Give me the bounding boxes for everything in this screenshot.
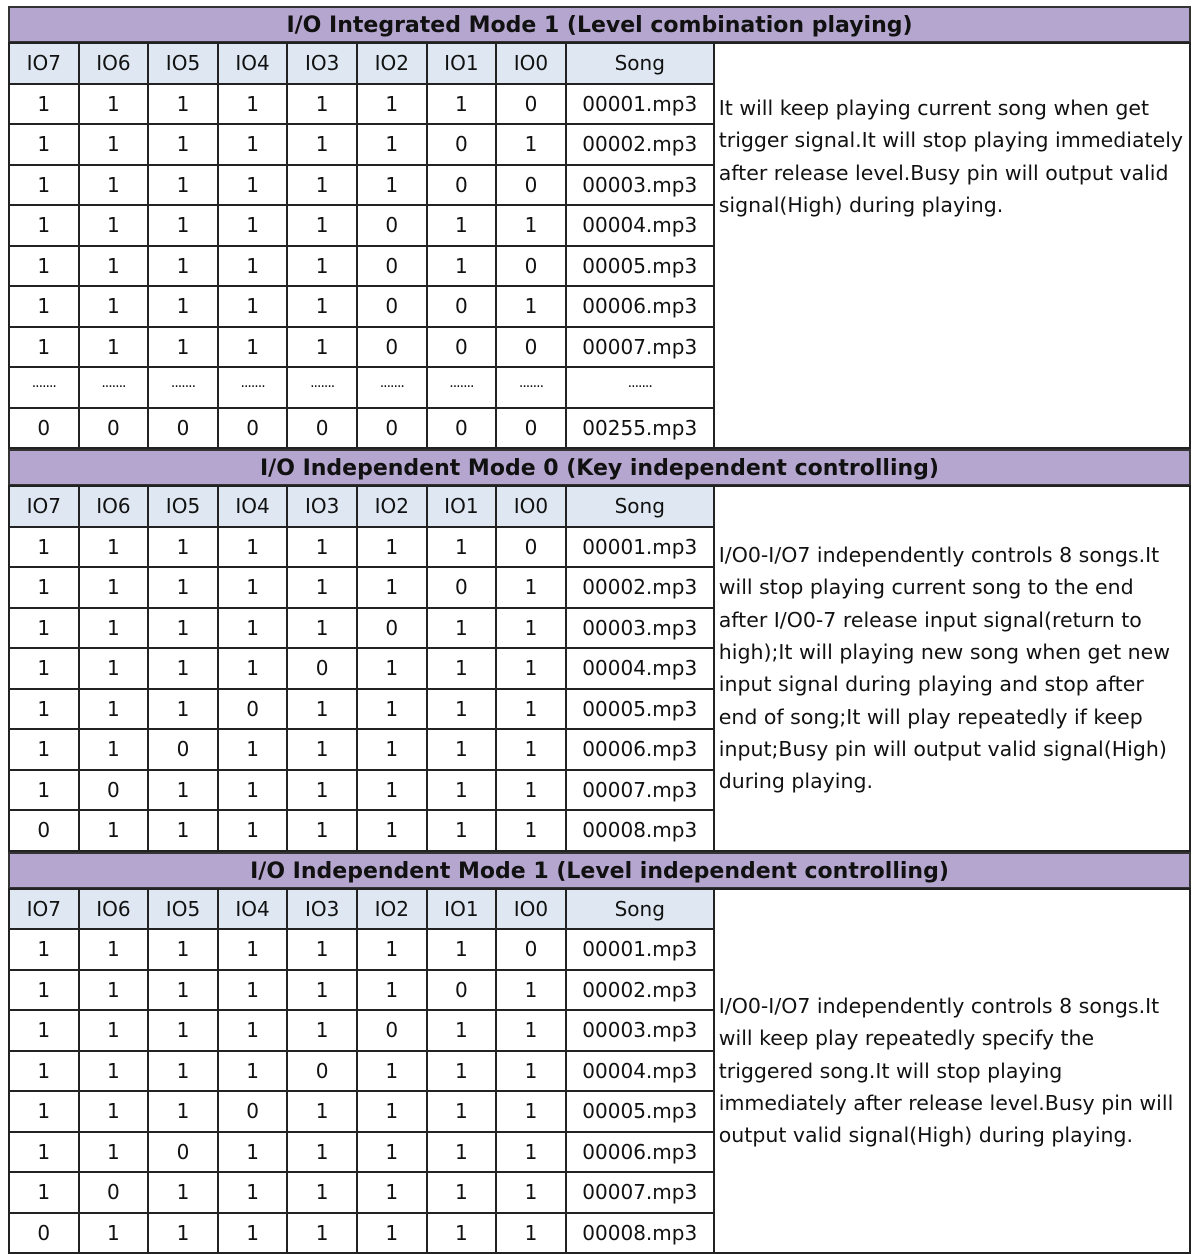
io-level-cell: 1 xyxy=(148,810,218,851)
column-header: IO4 xyxy=(218,43,288,84)
io-level-cell: 1 xyxy=(218,124,288,165)
io-level-cell: 1 xyxy=(427,1172,497,1213)
io-level-cell: 1 xyxy=(79,205,149,246)
io-level-cell: 1 xyxy=(148,1213,218,1254)
io-level-cell: 1 xyxy=(218,810,288,851)
io-table xyxy=(8,888,715,1254)
io-level-cell: 1 xyxy=(148,286,218,327)
io-level-cell: 1 xyxy=(79,246,149,287)
mode-section xyxy=(8,6,1191,449)
table-row xyxy=(9,286,714,327)
song-cell: 00007.mp3 xyxy=(566,327,714,368)
song-cell: 00001.mp3 xyxy=(566,929,714,970)
table-row xyxy=(9,1010,714,1051)
io-level-cell: 1 xyxy=(427,1213,497,1254)
io-level-cell: 0 xyxy=(427,327,497,368)
io-level-cell: 1 xyxy=(287,689,357,730)
io-level-cell: 1 xyxy=(218,1010,288,1051)
header-row xyxy=(9,889,714,930)
io-level-cell: 1 xyxy=(218,205,288,246)
io-level-cell: 0 xyxy=(496,84,566,125)
table-row xyxy=(9,84,714,125)
io-level-cell: 1 xyxy=(496,1172,566,1213)
io-level-cell: 0 xyxy=(148,729,218,770)
io-level-cell: 1 xyxy=(148,567,218,608)
io-level-cell: 1 xyxy=(79,1091,149,1132)
io-level-cell: 1 xyxy=(287,84,357,125)
column-header: IO4 xyxy=(218,889,288,930)
io-level-cell: 1 xyxy=(79,124,149,165)
io-level-cell: 1 xyxy=(287,929,357,970)
song-cell: 00008.mp3 xyxy=(566,810,714,851)
table-row xyxy=(9,205,714,246)
column-header: IO7 xyxy=(9,486,79,527)
io-mode-document xyxy=(8,6,1191,1254)
io-level-cell: 1 xyxy=(287,1172,357,1213)
table-row xyxy=(9,770,714,811)
column-header: IO3 xyxy=(287,486,357,527)
io-level-cell: 1 xyxy=(496,970,566,1011)
io-level-cell: 1 xyxy=(496,205,566,246)
song-cell: 00005.mp3 xyxy=(566,689,714,730)
io-level-cell: 1 xyxy=(427,1010,497,1051)
io-level-cell: 1 xyxy=(287,1091,357,1132)
song-cell: 00005.mp3 xyxy=(566,1091,714,1132)
io-level-cell: 1 xyxy=(496,770,566,811)
io-level-cell: 1 xyxy=(357,84,427,125)
table-row xyxy=(9,1132,714,1173)
table-row xyxy=(9,567,714,608)
io-level-cell: 1 xyxy=(287,729,357,770)
table-row xyxy=(9,1172,714,1213)
io-level-cell: ······· xyxy=(496,367,566,408)
io-level-cell: 0 xyxy=(496,929,566,970)
song-cell: 00002.mp3 xyxy=(566,124,714,165)
io-level-cell: 1 xyxy=(496,810,566,851)
section-title: I/O Integrated Mode 1 (Level combination playing) xyxy=(8,6,1191,42)
mode-description xyxy=(715,42,1191,449)
io-level-cell: 1 xyxy=(496,648,566,689)
column-header: IO1 xyxy=(427,889,497,930)
io-level-cell: ······· xyxy=(218,367,288,408)
io-level-cell: 1 xyxy=(218,286,288,327)
io-level-cell: 1 xyxy=(218,608,288,649)
io-level-cell: 1 xyxy=(9,246,79,287)
io-level-cell: 1 xyxy=(287,567,357,608)
table-row xyxy=(9,1091,714,1132)
io-level-cell: 0 xyxy=(357,286,427,327)
io-level-cell: 1 xyxy=(357,165,427,206)
io-level-cell: 1 xyxy=(148,205,218,246)
io-level-cell: 1 xyxy=(287,165,357,206)
io-level-cell: 1 xyxy=(9,770,79,811)
table-row xyxy=(9,810,714,851)
io-level-cell: 1 xyxy=(148,124,218,165)
io-level-cell: 0 xyxy=(287,408,357,449)
io-level-cell: 0 xyxy=(9,408,79,449)
io-level-cell: 1 xyxy=(9,84,79,125)
io-level-cell: 1 xyxy=(79,608,149,649)
io-level-cell: 1 xyxy=(218,1051,288,1092)
song-cell: 00003.mp3 xyxy=(566,1010,714,1051)
io-level-cell: 1 xyxy=(496,1213,566,1254)
io-level-cell: 1 xyxy=(148,608,218,649)
song-cell: 00002.mp3 xyxy=(566,567,714,608)
column-header: IO6 xyxy=(79,889,149,930)
song-cell: 00001.mp3 xyxy=(566,527,714,568)
io-level-cell: 0 xyxy=(148,1132,218,1173)
song-cell: ······· xyxy=(566,367,714,408)
column-header: IO0 xyxy=(496,486,566,527)
io-level-cell: 1 xyxy=(9,1051,79,1092)
io-level-cell: 1 xyxy=(79,1051,149,1092)
io-level-cell: 1 xyxy=(496,1010,566,1051)
io-level-cell: ······· xyxy=(427,367,497,408)
io-level-cell: 1 xyxy=(427,246,497,287)
io-level-cell: 1 xyxy=(218,327,288,368)
io-level-cell: 0 xyxy=(427,124,497,165)
song-cell: 00004.mp3 xyxy=(566,205,714,246)
io-level-cell: 1 xyxy=(218,246,288,287)
io-level-cell: 1 xyxy=(496,286,566,327)
table-row xyxy=(9,408,714,449)
io-level-cell: 0 xyxy=(357,205,427,246)
io-level-cell: 1 xyxy=(79,1213,149,1254)
column-header: IO1 xyxy=(427,486,497,527)
io-level-cell: 1 xyxy=(79,286,149,327)
mode-section xyxy=(8,449,1191,852)
io-level-cell: 1 xyxy=(357,1172,427,1213)
io-level-cell: 1 xyxy=(357,810,427,851)
io-level-cell: 1 xyxy=(9,327,79,368)
song-cell: 00005.mp3 xyxy=(566,246,714,287)
io-level-cell: 0 xyxy=(427,567,497,608)
io-level-cell: 1 xyxy=(357,1213,427,1254)
io-level-cell: 1 xyxy=(287,124,357,165)
table-row xyxy=(9,527,714,568)
table-row xyxy=(9,929,714,970)
io-level-cell: 1 xyxy=(496,608,566,649)
io-level-cell: 0 xyxy=(79,1172,149,1213)
column-header: IO4 xyxy=(218,486,288,527)
io-level-cell: 1 xyxy=(427,1132,497,1173)
song-cell: 00003.mp3 xyxy=(566,165,714,206)
io-level-cell: 1 xyxy=(496,1091,566,1132)
io-level-cell: 1 xyxy=(427,205,497,246)
io-level-cell: 1 xyxy=(287,608,357,649)
io-level-cell: 1 xyxy=(496,729,566,770)
io-level-cell: 1 xyxy=(9,970,79,1011)
io-level-cell: 1 xyxy=(79,648,149,689)
table-row xyxy=(9,1051,714,1092)
column-header: IO2 xyxy=(357,486,427,527)
header-row xyxy=(9,486,714,527)
io-level-cell: 1 xyxy=(357,1091,427,1132)
io-level-cell: 1 xyxy=(9,165,79,206)
io-level-cell: 0 xyxy=(357,608,427,649)
io-level-cell: 0 xyxy=(427,970,497,1011)
song-cell: 00008.mp3 xyxy=(566,1213,714,1254)
column-header: IO3 xyxy=(287,43,357,84)
io-level-cell: 1 xyxy=(148,1051,218,1092)
column-header: IO7 xyxy=(9,43,79,84)
io-level-cell: 1 xyxy=(218,84,288,125)
io-level-cell: 1 xyxy=(427,527,497,568)
io-level-cell: 1 xyxy=(357,648,427,689)
io-level-cell: ······· xyxy=(79,367,149,408)
io-level-cell: 1 xyxy=(427,1051,497,1092)
io-level-cell: 1 xyxy=(496,567,566,608)
io-level-cell: 1 xyxy=(218,1132,288,1173)
io-level-cell: 1 xyxy=(9,527,79,568)
io-table xyxy=(8,42,715,449)
io-level-cell: 1 xyxy=(287,286,357,327)
mode-section xyxy=(8,852,1191,1254)
io-level-cell: 1 xyxy=(357,527,427,568)
io-level-cell: 0 xyxy=(427,286,497,327)
io-level-cell: 1 xyxy=(79,327,149,368)
io-level-cell: 1 xyxy=(218,527,288,568)
io-level-cell: 1 xyxy=(218,729,288,770)
table-row xyxy=(9,367,714,408)
io-level-cell: 0 xyxy=(427,165,497,206)
io-level-cell: 1 xyxy=(357,729,427,770)
io-level-cell: 1 xyxy=(357,567,427,608)
song-cell: 00002.mp3 xyxy=(566,970,714,1011)
column-header: IO0 xyxy=(496,889,566,930)
io-level-cell: 0 xyxy=(496,327,566,368)
io-level-cell: 1 xyxy=(79,929,149,970)
table-row xyxy=(9,608,714,649)
io-level-cell: 1 xyxy=(148,165,218,206)
io-level-cell: 1 xyxy=(9,1010,79,1051)
io-level-cell: 0 xyxy=(357,327,427,368)
io-level-cell: 0 xyxy=(357,246,427,287)
io-level-cell: 0 xyxy=(496,527,566,568)
io-level-cell: 0 xyxy=(496,165,566,206)
io-level-cell: 1 xyxy=(287,527,357,568)
io-level-cell: 1 xyxy=(148,929,218,970)
io-level-cell: 0 xyxy=(496,246,566,287)
io-level-cell: 1 xyxy=(148,648,218,689)
column-header: IO7 xyxy=(9,889,79,930)
io-level-cell: 1 xyxy=(148,1010,218,1051)
description-text: It will keep playing current song when get trigger signal.It will stop playing immediately after release level.Busy pin will output valid signal(High) during playing. xyxy=(719,44,1185,221)
io-level-cell: 1 xyxy=(9,1091,79,1132)
io-level-cell: 1 xyxy=(287,970,357,1011)
io-level-cell: ······· xyxy=(287,367,357,408)
song-cell: 00001.mp3 xyxy=(566,84,714,125)
io-level-cell: 1 xyxy=(357,929,427,970)
io-level-cell: 1 xyxy=(148,527,218,568)
header-row xyxy=(9,43,714,84)
io-level-cell: 1 xyxy=(496,1132,566,1173)
io-level-cell: 1 xyxy=(148,1091,218,1132)
table-row xyxy=(9,165,714,206)
column-header: IO5 xyxy=(148,486,218,527)
mode-description xyxy=(715,485,1191,852)
io-level-cell: 1 xyxy=(79,1010,149,1051)
io-level-cell: 1 xyxy=(287,810,357,851)
io-level-cell: 0 xyxy=(427,408,497,449)
song-cell: 00004.mp3 xyxy=(566,648,714,689)
io-level-cell: 1 xyxy=(218,1213,288,1254)
io-level-cell: 1 xyxy=(148,770,218,811)
io-level-cell: 1 xyxy=(287,205,357,246)
table-row xyxy=(9,648,714,689)
mode-description xyxy=(715,888,1191,1254)
description-text: I/O0-I/O7 independently controls 8 songs.It will keep play repeatedly specify the triggered song.It will stop playing immediately after release level.Busy pin will output valid signal(High) during playing. xyxy=(719,990,1185,1151)
table-row xyxy=(9,327,714,368)
io-level-cell: 1 xyxy=(9,124,79,165)
io-level-cell: 1 xyxy=(287,327,357,368)
io-level-cell: 1 xyxy=(496,1051,566,1092)
io-level-cell: 1 xyxy=(148,689,218,730)
song-cell: 00255.mp3 xyxy=(566,408,714,449)
io-level-cell: 1 xyxy=(357,970,427,1011)
table-row xyxy=(9,1213,714,1254)
song-cell: 00004.mp3 xyxy=(566,1051,714,1092)
io-level-cell: 1 xyxy=(218,567,288,608)
io-level-cell: 1 xyxy=(357,1051,427,1092)
column-header: Song xyxy=(566,43,714,84)
column-header: IO1 xyxy=(427,43,497,84)
io-level-cell: ······· xyxy=(9,367,79,408)
io-level-cell: 1 xyxy=(9,929,79,970)
io-level-cell: 1 xyxy=(9,286,79,327)
io-level-cell: 1 xyxy=(79,527,149,568)
table-row xyxy=(9,970,714,1011)
song-cell: 00006.mp3 xyxy=(566,286,714,327)
column-header: IO0 xyxy=(496,43,566,84)
io-level-cell: ······· xyxy=(148,367,218,408)
song-cell: 00006.mp3 xyxy=(566,1132,714,1173)
io-level-cell: 1 xyxy=(218,1172,288,1213)
io-level-cell: 1 xyxy=(79,810,149,851)
table-row xyxy=(9,689,714,730)
io-level-cell: 1 xyxy=(287,1010,357,1051)
io-level-cell: 1 xyxy=(357,770,427,811)
column-header: Song xyxy=(566,486,714,527)
io-level-cell: 1 xyxy=(287,1132,357,1173)
io-level-cell: 1 xyxy=(148,246,218,287)
song-cell: 00007.mp3 xyxy=(566,1172,714,1213)
io-level-cell: 0 xyxy=(148,408,218,449)
io-level-cell: 1 xyxy=(427,810,497,851)
section-title: I/O Independent Mode 1 (Level independent controlling) xyxy=(8,852,1191,888)
io-level-cell: 0 xyxy=(357,408,427,449)
io-level-cell: 1 xyxy=(79,84,149,125)
io-level-cell: 1 xyxy=(287,1213,357,1254)
io-level-cell: 0 xyxy=(9,810,79,851)
io-level-cell: 1 xyxy=(9,1132,79,1173)
io-level-cell: 1 xyxy=(148,970,218,1011)
column-header: IO5 xyxy=(148,43,218,84)
io-level-cell: 1 xyxy=(427,689,497,730)
io-level-cell: 1 xyxy=(287,770,357,811)
io-level-cell: 1 xyxy=(79,970,149,1011)
io-level-cell: 0 xyxy=(79,770,149,811)
io-level-cell: ······· xyxy=(357,367,427,408)
table-row xyxy=(9,729,714,770)
column-header: IO6 xyxy=(79,486,149,527)
column-header: IO2 xyxy=(357,889,427,930)
io-level-cell: 0 xyxy=(9,1213,79,1254)
io-level-cell: 1 xyxy=(9,729,79,770)
io-level-cell: 1 xyxy=(9,648,79,689)
song-cell: 00003.mp3 xyxy=(566,608,714,649)
io-level-cell: 1 xyxy=(427,729,497,770)
io-level-cell: 1 xyxy=(427,84,497,125)
io-level-cell: 0 xyxy=(218,1091,288,1132)
io-level-cell: 0 xyxy=(287,1051,357,1092)
io-level-cell: 1 xyxy=(79,165,149,206)
io-level-cell: 1 xyxy=(427,1091,497,1132)
io-level-cell: 1 xyxy=(79,1132,149,1173)
io-level-cell: 0 xyxy=(287,648,357,689)
io-level-cell: 0 xyxy=(496,408,566,449)
io-level-cell: 1 xyxy=(427,770,497,811)
io-level-cell: 1 xyxy=(287,246,357,287)
io-level-cell: 1 xyxy=(9,567,79,608)
io-level-cell: 1 xyxy=(218,929,288,970)
io-level-cell: 1 xyxy=(148,1172,218,1213)
io-level-cell: 1 xyxy=(9,689,79,730)
io-level-cell: 0 xyxy=(218,689,288,730)
io-level-cell: 1 xyxy=(496,124,566,165)
song-cell: 00007.mp3 xyxy=(566,770,714,811)
io-level-cell: 0 xyxy=(357,1010,427,1051)
table-row xyxy=(9,246,714,287)
io-level-cell: 0 xyxy=(218,408,288,449)
io-level-cell: 1 xyxy=(79,729,149,770)
io-level-cell: 1 xyxy=(427,929,497,970)
io-level-cell: 1 xyxy=(9,1172,79,1213)
column-header: IO6 xyxy=(79,43,149,84)
io-level-cell: 1 xyxy=(218,970,288,1011)
io-level-cell: 1 xyxy=(9,608,79,649)
io-level-cell: 0 xyxy=(79,408,149,449)
column-header: Song xyxy=(566,889,714,930)
io-level-cell: 1 xyxy=(148,327,218,368)
io-level-cell: 1 xyxy=(218,770,288,811)
section-title: I/O Independent Mode 0 (Key independent controlling) xyxy=(8,449,1191,485)
io-level-cell: 1 xyxy=(9,205,79,246)
io-level-cell: 1 xyxy=(357,689,427,730)
io-level-cell: 1 xyxy=(357,1132,427,1173)
io-level-cell: 1 xyxy=(218,165,288,206)
io-level-cell: 1 xyxy=(427,648,497,689)
io-level-cell: 1 xyxy=(79,689,149,730)
column-header: IO3 xyxy=(287,889,357,930)
io-level-cell: 1 xyxy=(79,567,149,608)
description-text: I/O0-I/O7 independently controls 8 songs.It will stop playing current song to the end after I/O0-7 release input signal(return to high);It will playing new song when get new input signal during playing and stop after end of song;It will play repeatedly if keep input;Busy pin will output valid signal(High) during playing. xyxy=(719,539,1185,797)
table-row xyxy=(9,124,714,165)
column-header: IO2 xyxy=(357,43,427,84)
io-level-cell: 1 xyxy=(218,648,288,689)
io-level-cell: 1 xyxy=(496,689,566,730)
io-level-cell: 1 xyxy=(427,608,497,649)
column-header: IO5 xyxy=(148,889,218,930)
io-table xyxy=(8,485,715,852)
io-level-cell: 1 xyxy=(148,84,218,125)
io-level-cell: 1 xyxy=(357,124,427,165)
song-cell: 00006.mp3 xyxy=(566,729,714,770)
